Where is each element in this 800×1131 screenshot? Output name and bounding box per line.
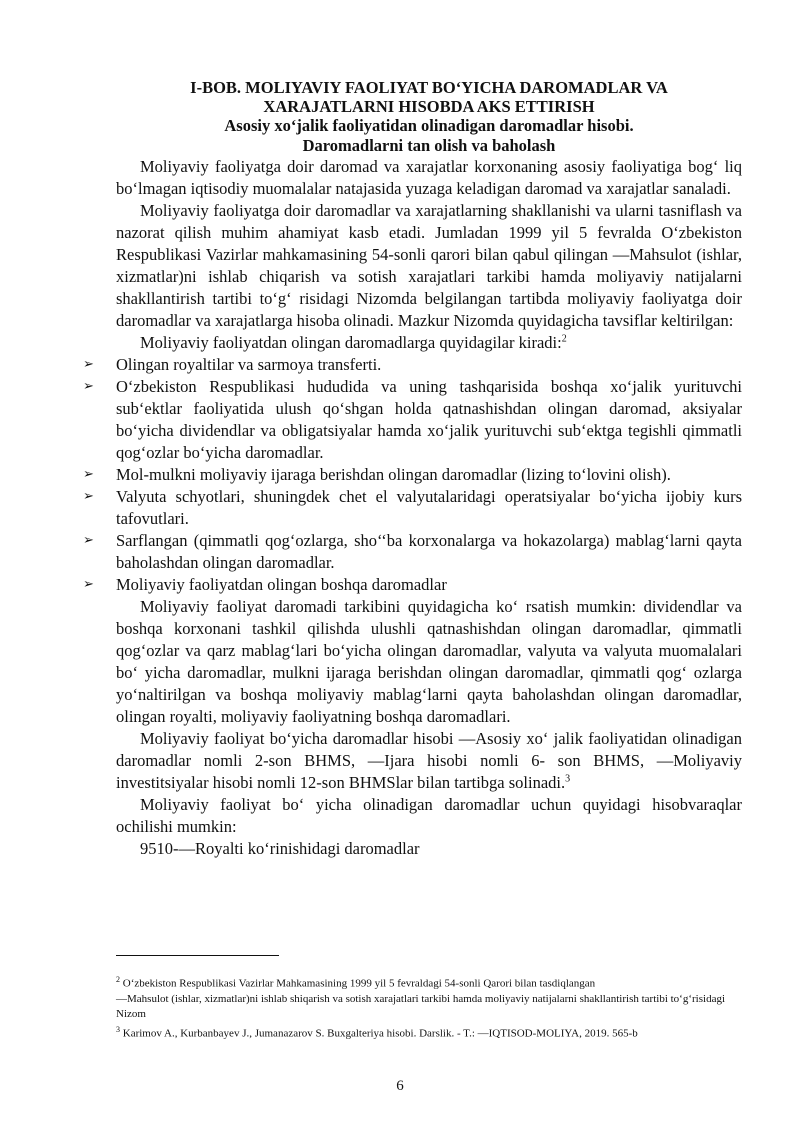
- paragraph-7: 9510-―Royalti ko‘rinishidagi daromadlar: [140, 839, 420, 858]
- arrow-bullet-icon: ➢: [83, 489, 94, 504]
- list-item: ➢ O‘zbekiston Respublikasi hududida va uning tashqarisida boshqa xo‘jalik yurituvchi sub‘ektlar faoliyatida ulush qo‘shgan holda qatnashishdan olingan daromad, aksiyalar bo‘yicha dividendlar va obligatsiyalar hamda xo‘jalik yurituvchi sub‘ektga tegishli qimmatli qog‘ozlar bo‘yicha daromadlar.: [83, 377, 742, 462]
- page-number: 6: [396, 1078, 404, 1094]
- list-item: ➢ Valyuta schyotlari, shuningdek chet el valyutalaridagi operatsiyalar bo‘yicha ijobiy kurs tafovutlari.: [83, 487, 742, 528]
- page-body: [83, 78, 742, 860]
- footnote-3: $^3$ Karimov A., Kurbanbayev J., Jumanazarov S. Buxgalteriya hisobi. Darslik. - T.: ―IQTISOD-MOLIYA, 2019. 565-b: [116, 1024, 638, 1040]
- arrow-bullet-icon: ➢: [83, 467, 94, 482]
- arrow-bullet-icon: ➢: [83, 379, 94, 394]
- arrow-bullet-icon: ➢: [83, 577, 94, 592]
- footnote-3-mark: 3: [116, 1024, 120, 1034]
- footnote-2-continued: ―Mahsulot (ishlar, xizmatlar)ni ishlab shiqarish va sotish xarajatlari tarkibi hamda moliyaviy natijalarni shakllantirish tartibi to‘g‘risidagi Nizom: [116, 992, 726, 1020]
- paragraph-1: Moliyaviy faoliyatga doir daromad va xarajatlar korxonaning asosiy faoliyatiga bog‘ liq bo‘lmagan iqtisodiy muomalalar natajasida yuzaga keladigan daromad va xarajatlar sanaladi.: [116, 157, 742, 198]
- paragraph-5: [116, 728, 742, 794]
- list-item: ➢ Moliyaviy faoliyatdan olingan boshqa daromadlar: [83, 575, 447, 594]
- paragraph-3-text: Moliyaviy faoliyatdan olingan daromadlarga quyidagilar kiradi:: [140, 333, 562, 352]
- list-item: ➢ Sarflangan (qimmatli qog‘ozlarga, sho‘‘ba korxonalarga va hokazolarga) mablag‘larni qayta baholashdan olingan daromadlar.: [83, 531, 742, 572]
- footnote-divider: [116, 955, 279, 956]
- list-item: ➢ Olingan royaltilar va sarmoya transferti.: [83, 355, 382, 374]
- arrow-bullet-icon: ➢: [83, 357, 94, 372]
- income-list: [83, 354, 742, 596]
- footnote-ref-3: 3: [565, 773, 571, 785]
- paragraph-4: Moliyaviy faoliyat daromadi tarkibini quyidagicha ko‘ rsatish mumkin: dividendlar va boshqa korxonani tashkil qilishda ulushli qatnashishdan olingan daromadlar, qimmatli qog‘ozlar va qarz mablag‘lari bo‘yicha olingan daromadlar, valyuta va valyuta muomalalari bo‘ yicha daromadlar, mulkni ijaraga berishdan olingan daromadlar, qimmatli qog‘ ozlarga yo‘naltirilgan va boshqa moliyaviy mablag‘larni qayta baholashdan olingan daromadlar, olingan royalti, moliyaviy faoliyatning boshqa daromadlari.: [116, 597, 742, 726]
- paragraph-2: Moliyaviy faoliyatga doir daromadlar va xarajatlarning shakllanishi va ularni tasniflash va nazorat qilish muhim ahamiyat kasb etadi. Jumladan 1999 yil 5 fevralda O‘zbekiston Respublikasi Vazirlar mahkamasining 54-sonli qarori bilan qabul qilingan ―Mahsulot (ishlar, xizmatlar)ni ishlab chiqarish va sotish xarajatlari tarkibi hamda moliyaviy natijalarni shakllantirish tartibi to‘g‘ risidagi Nizomda belgilangan tartibda moliyaviy faoliyatga doir daromadlar va xarajatlarga hisoba olinadi. Mazkur Nizomda quyidagicha tavsiflar keltirilgan:: [116, 201, 742, 330]
- chapter-title: [116, 78, 742, 116]
- footnote-2: $^2$ O‘zbekiston Respublikasi Vazirlar Mahkamasining 1999 yil 5 fevraldagi 54-sonli Qarori bilan tasdiqlangan: [116, 975, 596, 990]
- chapter-title-line-1: I-BOB. MOLIYAVIY FAOLIYAT BO‘YICHA DAROMADLAR VA: [190, 78, 668, 97]
- chapter-title-line-2: XARAJATLARNI HISOBDA AKS ETTIRISH: [263, 97, 595, 116]
- footnote-ref-2: 2: [561, 333, 567, 345]
- footnotes: [116, 955, 746, 1041]
- section-title: [116, 116, 742, 156]
- paragraph-3: [116, 332, 742, 354]
- section-title-line-1: Asosiy xo‘jalik faoliyatidan olinadigan daromadlar hisobi.: [224, 116, 634, 135]
- footnote-2-mark: 2: [116, 975, 120, 984]
- arrow-bullet-icon: ➢: [83, 533, 94, 548]
- section-title-line-2: Daromadlarni tan olish va baholash: [302, 136, 556, 155]
- paragraph-5-text: Moliyaviy faoliyat bo‘yicha daromadlar hisobi ―Asosiy xo‘ jalik faoliyatidan olinadigan daromadlar nomli 2-son BHMS, ―Ijara hisobi nomli 6- son BHMS, ―Moliyaviy investitsiyalar hisobi nomli 12-son BHMSlar bilan tartibga solinadi.: [116, 729, 742, 792]
- list-item: ➢ Mol-mulkni moliyaviy ijaraga berishdan olingan daromadlar (lizing to‘lovini olish).: [83, 465, 671, 484]
- paragraph-6: Moliyaviy faoliyat bo‘ yicha olinadigan daromadlar uchun quyidagi hisobvaraqlar ochilishi mumkin:: [116, 795, 742, 836]
